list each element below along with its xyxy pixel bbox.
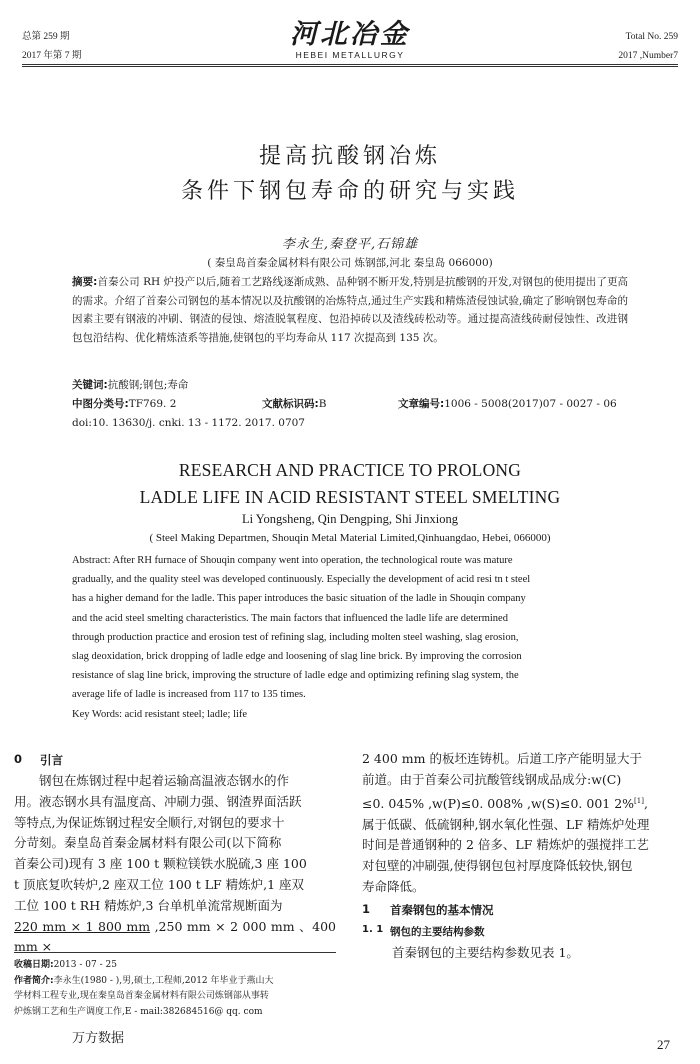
text-line: 钢包在炼钢过程中起着运输高温液态钢水的作 <box>39 773 290 788</box>
left-column-text <box>14 771 336 958</box>
doi: doi:10. 13630/j. cnki. 13 - 1172. 2017. 0707 <box>72 417 305 429</box>
journal-name-en: HEBEI METALLURGY <box>295 50 405 60</box>
text-line-rest: ,250 mm × 2 000 mm 、400 mm × <box>14 918 336 955</box>
received-date <box>14 958 336 974</box>
text-line: 用。液态钢水具有温度高、冲刷力强、钢渣界面活跃 <box>14 793 302 809</box>
header-date-en: 2017 ,Number7 <box>618 51 678 61</box>
received-value: 2013 - 07 - 25 <box>53 960 117 970</box>
header-date-cn: 2017 年第 7 期 <box>22 51 82 61</box>
title-cn-line2: 条件下钢包寿命的研究与实践 <box>180 179 519 204</box>
received-label: 收稿日期: <box>14 960 54 970</box>
text-line: ≤0. 045% ,w(P)≤0. 008% ,w(S)≤0. 001 2% <box>362 795 635 811</box>
abstract-en-line: slag deoxidation, brick dropping of ladle edge and loosening of slag line brick. By improving the corrosion <box>72 651 522 663</box>
article-no-label: 文章编号: <box>398 398 445 410</box>
authors-en: Li Yongsheng, Qin Dengping, Shi Jinxiong <box>242 512 458 526</box>
authors-cn: 李永生,秦登平,石锦雄 <box>281 237 419 252</box>
section-1-title: 首秦钢包的基本情况 <box>390 903 494 917</box>
header-issue-cn: 总第 259 期 <box>22 32 70 42</box>
abstract-cn-label: 摘要: <box>72 276 98 288</box>
underlined-dimension: 220 mm × 1 800 mm <box>14 918 151 934</box>
abstract-en-line: resistance of slag line brick, improving the structure of ladle edge and optimizing refining slag system, the <box>72 670 519 682</box>
journal-name-cn: 河北冶金 <box>290 19 410 50</box>
text-line: 前道。由于首秦公司抗酸管线钢成品成分:w(C) <box>362 771 622 787</box>
abstract-en <box>72 551 628 724</box>
doc-code <box>262 395 326 414</box>
doc-code-label: 文献标识码: <box>262 398 319 410</box>
doc-code-value: B <box>318 398 327 410</box>
header-rule-bottom <box>22 66 678 67</box>
watermark: 万方数据 <box>72 1031 125 1046</box>
header-issue-en: Total No. 259 <box>625 32 678 42</box>
section-1-1-text: 首秦钢包的主要结构参数见表 1。 <box>392 945 579 960</box>
text-line: 2 400 mm 的板坯连铸机。后道工序产能明显大于 <box>362 751 642 766</box>
author-intro <box>14 974 336 990</box>
affiliation-cn: ( 秦皇岛首秦金属材料有限公司 炼钢部,河北 秦皇岛 066000) <box>207 257 493 269</box>
abstract-cn <box>72 273 628 347</box>
keywords-en: Key Words: acid resistant steel; ladle; life <box>72 708 248 720</box>
article-no <box>398 395 617 414</box>
journal-logo <box>270 20 430 60</box>
text-line: 对包壁的冲刷强,使得钢包包衬厚度降低较快,钢包 <box>362 858 633 874</box>
header-rule-top <box>22 64 678 65</box>
text-line: 工位 100 t RH 精炼炉,3 台单机单流常规断面为 <box>14 897 283 913</box>
text-line: 等特点,为保证炼钢过程安全顺行,对钢包的要求十 <box>14 814 285 830</box>
keywords-cn-text: 抗酸钢;钢包;寿命 <box>107 379 189 391</box>
section-1-1-number: 1. 1 <box>362 924 384 935</box>
text-line: 时间是普通钢种的 2 倍多、LF 精炼炉的强搅拌工艺 <box>362 837 649 853</box>
clc-value: TF769. 2 <box>128 398 177 410</box>
section-1-number: 1 <box>362 902 371 916</box>
footnote-rule <box>14 952 336 953</box>
abstract-en-line: through production practice and erosion test of refining slag, including molten steel washing, slag erosion, <box>72 631 519 643</box>
author-intro-line: 炉炼钢工艺和生产调度工作,E - mail:382684516@ qq. com <box>14 1006 263 1017</box>
clc-label: 中图分类号: <box>72 398 129 410</box>
title-cn-line1: 提高抗酸钢冶炼 <box>258 144 441 169</box>
abstract-en-line: has a higher demand for the ladle. This paper introduces the basic situation of the ladle in Shouqin company <box>72 593 526 605</box>
section-1-1-title: 钢包的主要结构参数 <box>390 926 485 938</box>
abstract-en-line: gradually, and the quality steel was developed continuously. Especially the development of acid resi tn t steel <box>72 574 531 586</box>
section-0-title: 引言 <box>40 753 63 767</box>
ref-trail: , <box>643 795 648 811</box>
author-intro-label: 作者简介: <box>14 975 54 986</box>
author-intro-line: 李永生(1980 - ),男,硕士,工程师,2012 年毕业于燕山大 <box>53 975 274 986</box>
abstract-en-line: Abstract: After RH furnace of Shouqin company went into operation, the technological route was mature <box>72 555 513 566</box>
keywords-cn-label: 关键词: <box>72 379 108 391</box>
text-line: 分苛刻。秦皇岛首秦金属材料有限公司(以下简称 <box>14 835 282 851</box>
text-line: 首秦公司)现有 3 座 100 t 颗粒镁铁水脱硫,3 座 100 <box>14 856 307 872</box>
text-line-ref <box>362 791 686 815</box>
footnote <box>14 958 336 1020</box>
author-intro-line: 学材料工程专业,现在秦皇岛首秦金属材料有限公司炼钢部从事转 <box>14 991 269 1001</box>
abstract-en-line: and the acid steel smelting characteristics. The main factors that influenced the ladle life are determined <box>72 612 508 624</box>
abstract-cn-text: 首秦公司 RH 炉投产以后,随着工艺路线逐渐成熟、品种钢不断开发,特别是抗酸钢的开发,对钢包的使用提出了更高的需求。介绍了首秦公司钢包的基本情况以及抗酸钢的冶炼特点,通过生产实践和精炼渣侵蚀试验,确定了影响钢包寿命的因素主要有钢液的冲刷、钢渣的侵蚀、熔渣脱氧程度、包沿掉砖以及渣线砖松动等。通过提高渣线砖耐侵蚀性、改进钢包包沿结构、优化精炼渣系等措施,使钢包的平均寿命从 117 次提高到 135 次。 <box>72 276 629 344</box>
page-number: 27 <box>657 1037 670 1052</box>
affiliation-en: ( Steel Making Departmen, Shouqin Metal Material Limited,Qinhuangdao, Hebei, 066000) <box>149 532 551 544</box>
text-line: 寿命降低。 <box>362 878 425 894</box>
article-no-value: 1006 - 5008(2017)07 - 0027 - 06 <box>444 398 617 410</box>
keywords-cn <box>72 376 628 395</box>
section-0-number: 0 <box>14 752 23 766</box>
right-column-text <box>362 749 686 898</box>
title-en-line1: RESEARCH AND PRACTICE TO PROLONG <box>178 460 522 480</box>
text-line: 属于低碳、低硫钢种,钢水氧化性强、LF 精炼炉处理 <box>362 816 650 832</box>
title-en-line2: LADLE LIFE IN ACID RESISTANT STEEL SMELTING <box>139 487 561 507</box>
abstract-en-line: average life of ladle is increased from 117 to 135 times. <box>72 689 306 701</box>
reference-mark: [1] <box>634 796 644 805</box>
text-line: t 顶底复吹转炉,2 座双工位 100 t LF 精炼炉,1 座双 <box>14 876 305 892</box>
